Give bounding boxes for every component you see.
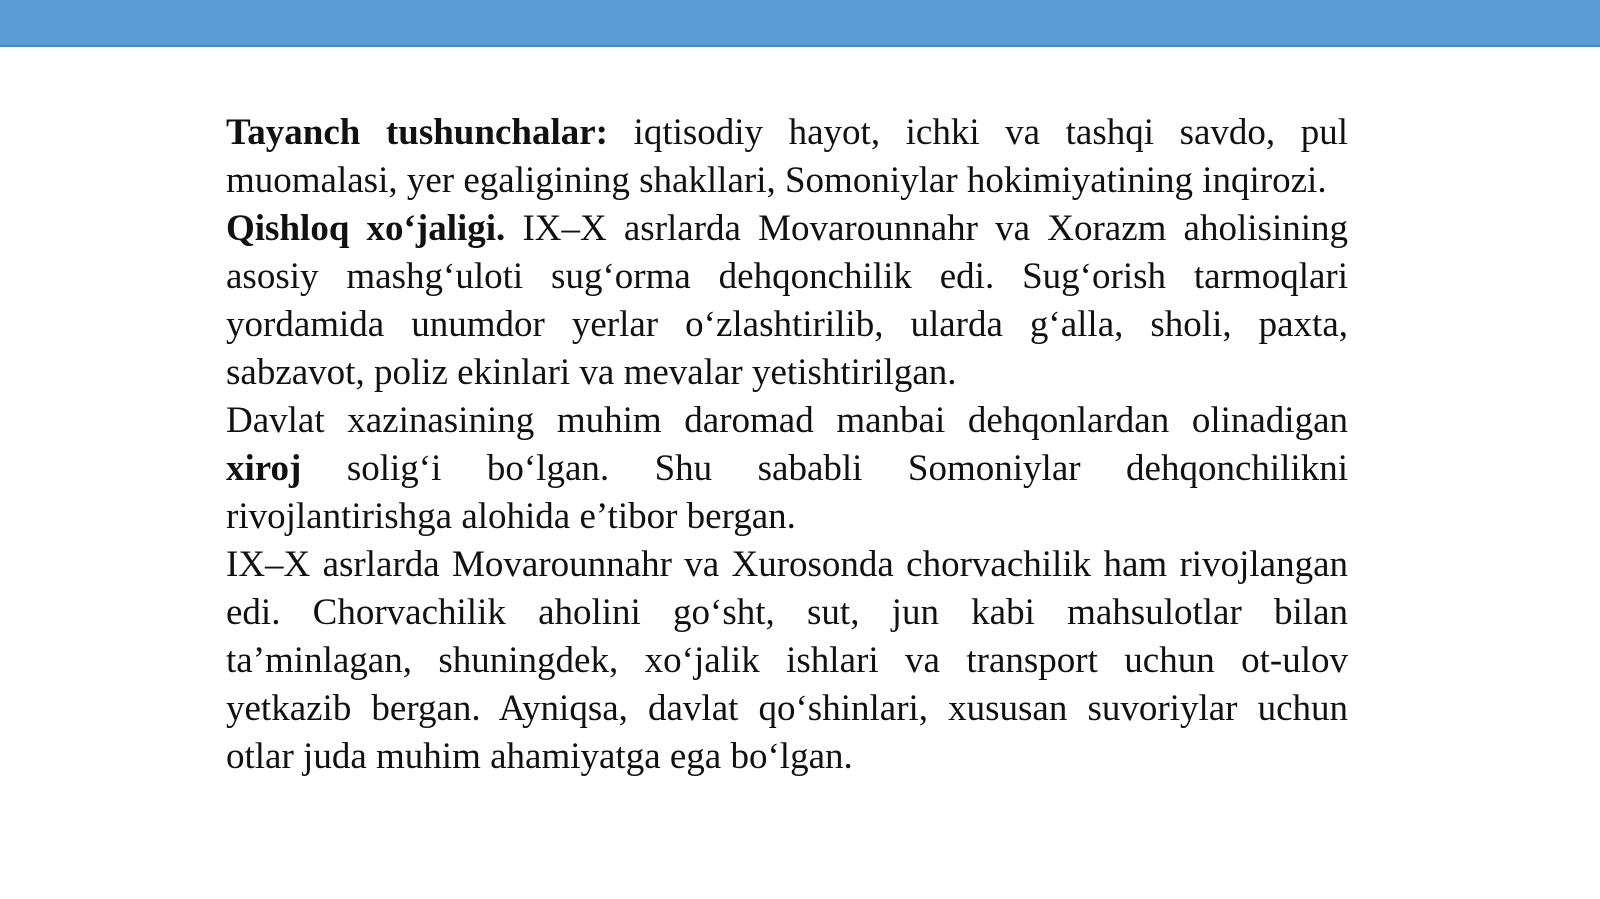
slide-body bbox=[226, 109, 1348, 781]
livestock-text: IX–X asrlarda Movarounnahr va Xurosonda chorvachilik ham rivojlangan edi. Chorvachilik aholini go‘sht, sut, jun kabi mahsulotlar bilan ta’minlagan, shuningdek, xo‘jalik ishlari va transport uchun ot-ulov yetkazib bergan. Ayniqsa, davlat qo‘shinlari, xususan suvoriylar uchun otlar juda muhim ahamiyatga ega bo‘lgan. bbox=[226, 544, 1348, 777]
paragraph-treasury bbox=[226, 397, 1348, 541]
paragraph-key-concepts bbox=[226, 109, 1348, 205]
treasury-text-after: solig‘i bo‘lgan. Shu sababli Somoniylar dehqonchilikni rivojlantirishga alohida e’tibor bergan. bbox=[226, 448, 1348, 537]
agriculture-heading: Qishloq xo‘jaligi. bbox=[226, 208, 506, 249]
key-concepts-heading: Tayanch tushunchalar: bbox=[226, 112, 608, 153]
paragraph-agriculture bbox=[226, 205, 1348, 397]
paragraph-livestock bbox=[226, 541, 1348, 781]
key-concepts-text: iqtisodiy hayot, ichki va tashqi savdo, pul muomalasi, yer egaligining shakllari, Somoniylar hokimiyatining inqirozi. bbox=[226, 112, 1349, 201]
xiroj-term: xiroj bbox=[226, 448, 302, 489]
header-bar bbox=[0, 0, 1600, 47]
agriculture-text: IX–X asrlarda Movarounnahr va Xorazm aholisining asosiy mashg‘uloti sug‘orma dehqonchilik edi. Sug‘orish tarmoqlari yordamida unumdor yerlar o‘zlashtirilib, ularda g‘alla, sholi, paxta, sabzavot, poliz ekinlari va mevalar yetishtirilgan. bbox=[226, 208, 1348, 393]
treasury-text-before: Davlat xazinasining muhim daromad manbai dehqonlardan olinadigan bbox=[226, 400, 1348, 441]
